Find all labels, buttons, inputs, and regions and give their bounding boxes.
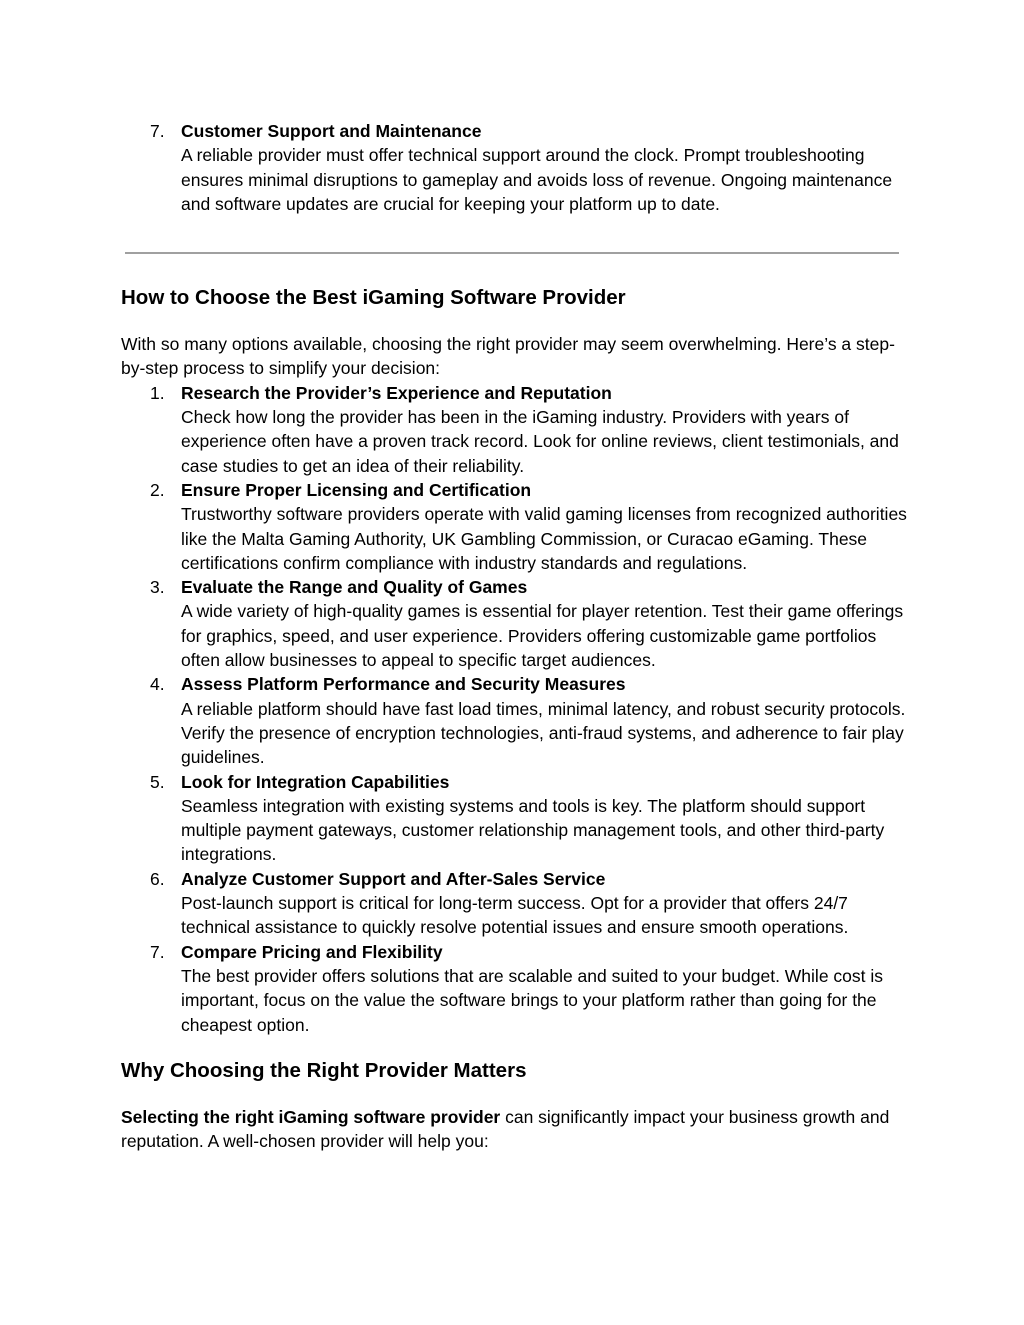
list-item [121, 381, 911, 478]
list-item [121, 770, 911, 867]
list-number: 7. [150, 121, 165, 141]
list-item-text: A reliable provider must offer technical support around the clock. Prompt troubleshooting ensures minimal disruptions to gameplay and avoids loss of revenue. Ongoing maintenance and software updates are crucial for keeping your platform up to date. [181, 145, 893, 214]
list-item-title: Ensure Proper Licensing and Certification [181, 479, 532, 500]
list-item [121, 119, 911, 216]
list-item-text: Post-launch support is critical for long-term success. Opt for a provider that offers 24/7 technical assistance to quickly resolve potential issues and ensure smooth operations. [181, 893, 849, 938]
list-item [121, 478, 911, 575]
list-item-title: Research the Provider’s Experience and Reputation [181, 382, 612, 403]
list-item [121, 672, 911, 769]
section-intro-choose: With so many options available, choosing the right provider may seem overwhelming. Here’s a step-by-step process to simplify your decision: [121, 334, 895, 379]
list-item [121, 940, 911, 1037]
list-number: 7. [150, 941, 165, 962]
list-item-text: Check how long the provider has been in the iGaming industry. Providers with years of experience often have a proven track record. Look for online reviews, client testimonials, and case studies to get an idea of their reliability. [181, 407, 899, 476]
list-item-title: Analyze Customer Support and After-Sales Service [181, 868, 606, 889]
top-list [121, 119, 911, 216]
list-number: 1. [150, 382, 165, 403]
list-item-title: Assess Platform Performance and Security Measures [181, 674, 626, 695]
list-item-title: Compare Pricing and Flexibility [181, 941, 443, 962]
list-item-title: Evaluate the Range and Quality of Games [181, 577, 528, 598]
list-number: 3. [150, 577, 165, 598]
intro-rest: can significantly impact your business growth and reputation. A well-chosen provider will help you: [121, 1106, 890, 1152]
list-item-text: A wide variety of high-quality games is essential for player retention. Test their game offerings for graphics, speed, and user experience. Providers offering customizable game portfolios often allow businesses to appeal to specific target audiences. [181, 601, 904, 671]
list-item-text: A reliable platform should have fast load times, minimal latency, and robust security protocols. Verify the presence of encryption technologies, anti-fraud systems, and adherence to fair play guidelines. [181, 698, 906, 768]
list-item-text: Trustworthy software providers operate with valid gaming licenses from recognized authorities like the Malta Gaming Authority, UK Gambling Commission, or Curacao eGaming. These certifications confirm compliance with industry standards and regulations. [181, 504, 907, 573]
list-item [121, 867, 911, 940]
list-item-title: Customer Support and Maintenance [181, 121, 482, 141]
list-item-title: Look for Integration Capabilities [181, 771, 450, 792]
list-item-text: Seamless integration with existing systems and tools is key. The platform should support multiple payment gateways, customer relationship management tools, and other third-party integrations. [181, 795, 885, 865]
document-content [121, 119, 911, 1153]
list-item-text: The best provider offers solutions that are scalable and suited to your budget. While cost is important, focus on the value the software brings to your platform rather than going for the cheapest option. [181, 965, 884, 1035]
list-number: 5. [150, 771, 165, 792]
list-number: 4. [150, 674, 165, 695]
choose-steps-list [121, 381, 911, 1037]
section-intro-why [121, 1105, 911, 1154]
section-heading-choose: How to Choose the Best iGaming Software Provider [121, 286, 626, 310]
intro-bold-lead: Selecting the right iGaming software provider [121, 1106, 501, 1127]
list-item [121, 575, 911, 672]
list-number: 6. [150, 868, 165, 889]
list-number: 2. [150, 479, 165, 500]
section-heading-why: Why Choosing the Right Provider Matters [121, 1058, 527, 1082]
horizontal-divider [125, 252, 899, 254]
